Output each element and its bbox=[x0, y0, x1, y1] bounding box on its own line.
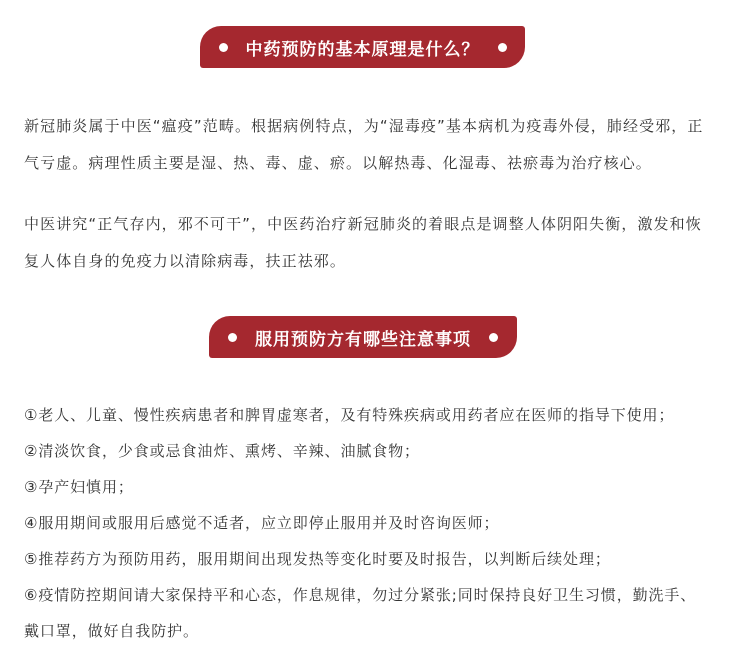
list-item: ⑥疫情防控期间请大家保持平和心态，作息规律，勿过分紧张;同时保持良好卫生习惯，勤洗手、戴口罩，做好自我防护。 bbox=[24, 586, 697, 640]
bullet-dot-icon bbox=[498, 43, 507, 52]
section-heading-text: 中药预防的基本原理是什么？ bbox=[245, 39, 480, 60]
bullet-dot-icon bbox=[228, 333, 237, 342]
list-item: ①老人、儿童、慢性疾病患者和脾胃虚寒者，及有特殊疾病或用药者应在医师的指导下使用； bbox=[24, 406, 675, 424]
bullet-dot-icon bbox=[489, 333, 498, 342]
list-item: ③孕产妇慎用； bbox=[24, 478, 134, 496]
list-item: ④服用期间或服用后感觉不适者，应立即停止服用并及时咨询医师； bbox=[24, 514, 500, 532]
precautions-list bbox=[24, 397, 708, 649]
paragraph-principle: 新冠肺炎属于中医“瘟疫”范畴。根据病例特点，为“湿毒疫”基本病机为疫毒外侵，肺经受邪，正气亏虚。病理性质主要是湿、热、毒、虚、瘀。以解热毒、化湿毒、祛瘀毒为治疗核心。 bbox=[24, 117, 704, 172]
list-item: ②清淡饮食，少食或忌食油炸、熏烤、辛辣、油腻食物； bbox=[24, 442, 420, 460]
paragraph-tcm-approach: 中医讲究“正气存内，邪不可干”，中医药治疗新冠肺炎的着眼点是调整人体阴阳失衡，激发和恢复人体自身的免疫力以清除病毒，扶正祛邪。 bbox=[24, 215, 702, 270]
list-item: ⑤推荐药方为预防用药，服用期间出现发热等变化时要及时报告，以判断后续处理； bbox=[24, 550, 611, 568]
bullet-dot-icon bbox=[219, 43, 228, 52]
section-heading-text: 服用预防方有哪些注意事项 bbox=[255, 329, 471, 350]
section-heading-precautions bbox=[209, 316, 517, 358]
section-heading-principle bbox=[200, 26, 525, 68]
